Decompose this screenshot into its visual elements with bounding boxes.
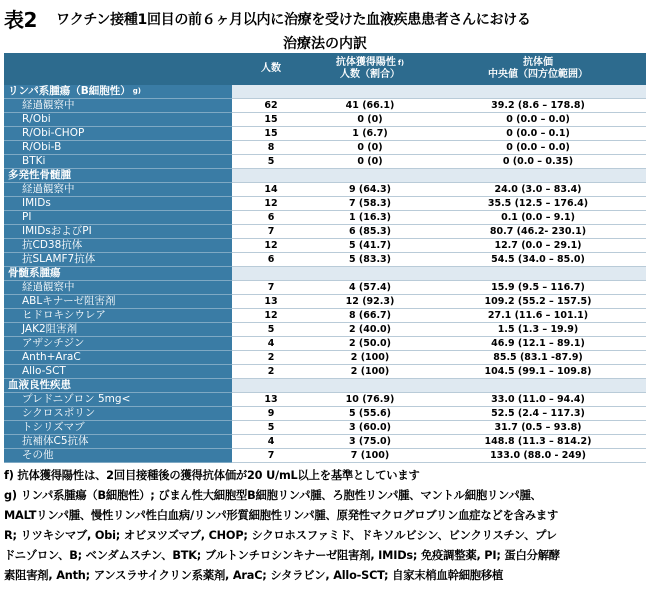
header-titer (430, 53, 646, 85)
table-row (4, 155, 646, 169)
patient-count: 12 (232, 309, 310, 323)
antibody-titer: 85.5 (83.1 -87.9) (430, 351, 646, 365)
treatment-name: 経過観察中 (4, 183, 232, 197)
patient-count: 13 (232, 393, 310, 407)
treatment-name: Anth+AraC (4, 351, 232, 365)
table-row (4, 141, 646, 155)
category-fill (430, 267, 646, 281)
table-row (4, 337, 646, 351)
antibody-titer: 80.7 (46.2- 230.1) (430, 225, 646, 239)
antibody-positive-count: 0 (0) (310, 141, 430, 155)
antibody-positive-count: 4 (57.4) (310, 281, 430, 295)
footnote-line: g) リンパ系腫瘍（B細胞性）; びまん性大細胞型B細胞リンパ腫、ろ胞性リンパ腫、マントル細胞リンパ腫、 (4, 489, 542, 502)
patient-count: 8 (232, 141, 310, 155)
table-row (4, 407, 646, 421)
antibody-titer: 0 (0.0 – 0.0) (430, 141, 646, 155)
treatment-name: JAK2阻害剤 (4, 323, 232, 337)
patient-count: 2 (232, 351, 310, 365)
antibody-titer: 0 (0.0 – 0.1) (430, 127, 646, 141)
category-fill (232, 85, 310, 99)
patient-count: 7 (232, 225, 310, 239)
patient-count: 5 (232, 323, 310, 337)
footnote-line: ドニゾロン、B; ベンダムスチン、BTK; ブルトンチロシンキナーゼ阻害剤, IMIDs; 免疫調整薬, PI; 蛋白分解酵 (4, 549, 560, 562)
table-row (4, 295, 646, 309)
treatment-name: 経過観察中 (4, 99, 232, 113)
header-blank (4, 53, 232, 85)
antibody-titer: 1.5 (1.3 – 19.9) (430, 323, 646, 337)
table-row (4, 239, 646, 253)
patient-count: 5 (232, 155, 310, 169)
category-fill (430, 169, 646, 183)
antibody-positive-count: 1 (16.3) (310, 211, 430, 225)
antibody-positive-count: 6 (85.3) (310, 225, 430, 239)
category-fill (310, 379, 430, 393)
antibody-titer: 52.5 (2.4 – 117.3) (430, 407, 646, 421)
table-row (4, 393, 646, 407)
patient-count: 13 (232, 295, 310, 309)
treatment-name: シクロスポリン (4, 407, 232, 421)
patient-count: 62 (232, 99, 310, 113)
table-body (4, 85, 646, 463)
figure-subtitle: 治療法の内訳 (283, 36, 367, 52)
patient-count: 4 (232, 435, 310, 449)
treatment-name: R/Obi-B (4, 141, 232, 155)
footnote-line: f) 抗体獲得陽性は、2回目接種後の獲得抗体価が20 U/mL以上を基準としています (4, 469, 420, 482)
footnote-line: 素阻害剤, Anth; アンスラサイクリン系薬剤, AraC; シタラビン, Allo-SCT; 自家末梢血幹細胞移植 (4, 569, 504, 582)
table-row (4, 309, 646, 323)
treatment-name: 抗CD38抗体 (4, 239, 232, 253)
antibody-titer: 39.2 (8.6 – 178.8) (430, 99, 646, 113)
category-row (4, 379, 646, 393)
table-row (4, 197, 646, 211)
antibody-titer: 0 (0.0 – 0.35) (430, 155, 646, 169)
table-row (4, 351, 646, 365)
footnotes (4, 466, 648, 586)
antibody-titer: 31.7 (0.5 – 93.8) (430, 421, 646, 435)
treatment-name: 抗補体C5抗体 (4, 435, 232, 449)
footnote-line: R; リツキシマブ, Obi; オビヌツズマブ, CHOP; シクロホスファミド、ドキソルビシン、ビンクリスチン、プレ (4, 529, 557, 542)
antibody-positive-count: 0 (0) (310, 155, 430, 169)
table-row (4, 281, 646, 295)
treatment-name: その他 (4, 449, 232, 463)
antibody-positive-count: 2 (100) (310, 351, 430, 365)
antibody-positive-count: 3 (75.0) (310, 435, 430, 449)
antibody-positive-count: 5 (83.3) (310, 253, 430, 267)
category-row (4, 85, 646, 99)
treatment-name: トシリズマブ (4, 421, 232, 435)
treatment-name: ABLキナーゼ阻害剤 (4, 295, 232, 309)
antibody-positive-count: 2 (100) (310, 365, 430, 379)
footnote-line: MALTリンパ腫、慢性リンパ性白血病/リンパ形質細胞性リンパ腫、原発性マクログロブリン血症などを含みます (4, 509, 559, 522)
patient-count: 15 (232, 127, 310, 141)
antibody-titer: 148.8 (11.3 – 814.2) (430, 435, 646, 449)
antibody-positive-count: 0 (0) (310, 113, 430, 127)
category-fill (232, 169, 310, 183)
patient-count: 2 (232, 365, 310, 379)
antibody-titer: 35.5 (12.5 – 176.4) (430, 197, 646, 211)
table-row (4, 253, 646, 267)
patient-count: 7 (232, 281, 310, 295)
figure-title-row (4, 4, 646, 32)
category-fill (310, 169, 430, 183)
antibody-positive-count: 9 (64.3) (310, 183, 430, 197)
treatment-name: プレドニゾロン 5mg< (4, 393, 232, 407)
treatment-name: アザシチジン (4, 337, 232, 351)
header-titer-line1: 抗体価 (523, 57, 553, 68)
antibody-positive-count: 41 (66.1) (310, 99, 430, 113)
antibody-positive-count: 3 (60.0) (310, 421, 430, 435)
treatment-name: BTKi (4, 155, 232, 169)
header-titer-line2: 中央値（四方位範囲） (488, 69, 588, 80)
figure-title: ワクチン接種1回目の前６ヶ月以内に治療を受けた血液疾患患者さんにおける (56, 11, 531, 28)
treatment-name: 抗SLAMF7抗体 (4, 253, 232, 267)
antibody-titer: 46.9 (12.1 – 89.1) (430, 337, 646, 351)
antibody-titer: 12.7 (0.0 – 29.1) (430, 239, 646, 253)
patient-count: 14 (232, 183, 310, 197)
patient-count: 15 (232, 113, 310, 127)
header-antibody-footnote: f) (397, 59, 405, 67)
header-antibody-line2: 人数（割合） (340, 69, 400, 80)
header-count: 人数 (232, 53, 310, 85)
category-row (4, 169, 646, 183)
antibody-titer: 54.5 (34.0 – 85.0) (430, 253, 646, 267)
treatment-name: Allo-SCT (4, 365, 232, 379)
treatment-name: PI (4, 211, 232, 225)
table-row (4, 365, 646, 379)
patient-count: 12 (232, 197, 310, 211)
table-row (4, 127, 646, 141)
patient-count: 6 (232, 253, 310, 267)
table-row (4, 211, 646, 225)
antibody-titer: 15.9 (9.5 – 116.7) (430, 281, 646, 295)
category-label (4, 169, 232, 183)
category-label (4, 379, 232, 393)
category-fill (430, 379, 646, 393)
category-name: 多発性骨髄腫 (8, 169, 71, 182)
antibody-titer: 27.1 (11.6 – 101.1) (430, 309, 646, 323)
antibody-titer: 133.0 (88.0 - 249) (430, 449, 646, 463)
antibody-positive-count: 2 (50.0) (310, 337, 430, 351)
table-row (4, 449, 646, 463)
header-antibody-positive (310, 53, 430, 85)
figure-label: 表2 (4, 8, 37, 32)
category-name: リンパ系腫瘍（B細胞性） (8, 85, 131, 98)
antibody-positive-count: 1 (6.7) (310, 127, 430, 141)
treatment-name: IMIDs (4, 197, 232, 211)
category-label (4, 267, 232, 281)
table-row (4, 183, 646, 197)
category-row (4, 267, 646, 281)
treatment-name: ヒドロキシウレア (4, 309, 232, 323)
antibody-titer: 104.5 (99.1 – 109.8) (430, 365, 646, 379)
patient-count: 4 (232, 337, 310, 351)
antibody-titer: 0 (0.0 – 0.0) (430, 113, 646, 127)
patient-count: 12 (232, 239, 310, 253)
table-row (4, 421, 646, 435)
antibody-positive-count: 5 (55.6) (310, 407, 430, 421)
header-antibody-line1: 抗体獲得陽性 (335, 57, 396, 68)
treatment-name: R/Obi-CHOP (4, 127, 232, 141)
category-name: 血液良性疾患 (8, 379, 71, 392)
treatment-name: R/Obi (4, 113, 232, 127)
patient-count: 5 (232, 421, 310, 435)
table-header-row (4, 53, 646, 85)
table-row (4, 323, 646, 337)
antibody-positive-count: 2 (40.0) (310, 323, 430, 337)
antibody-titer: 0.1 (0.0 – 9.1) (430, 211, 646, 225)
table-row (4, 225, 646, 239)
treatment-table (4, 53, 646, 463)
antibody-positive-count: 7 (58.3) (310, 197, 430, 211)
patient-count: 6 (232, 211, 310, 225)
antibody-titer: 109.2 (55.2 – 157.5) (430, 295, 646, 309)
antibody-positive-count: 12 (92.3) (310, 295, 430, 309)
category-fill (232, 267, 310, 281)
category-fill (310, 267, 430, 281)
category-name: 骨髄系腫瘍 (8, 267, 61, 280)
antibody-positive-count: 7 (100) (310, 449, 430, 463)
antibody-positive-count: 5 (41.7) (310, 239, 430, 253)
table-row (4, 435, 646, 449)
antibody-titer: 33.0 (11.0 – 94.4) (430, 393, 646, 407)
category-footnote: g) (132, 87, 141, 96)
patient-count: 7 (232, 449, 310, 463)
category-fill (310, 85, 430, 99)
table-row (4, 99, 646, 113)
antibody-positive-count: 10 (76.9) (310, 393, 430, 407)
patient-count: 9 (232, 407, 310, 421)
treatment-name: IMIDsおよびPI (4, 225, 232, 239)
category-label (4, 85, 232, 99)
antibody-titer: 24.0 (3.0 – 83.4) (430, 183, 646, 197)
treatment-name: 経過観察中 (4, 281, 232, 295)
table-row (4, 113, 646, 127)
antibody-positive-count: 8 (66.7) (310, 309, 430, 323)
category-fill (430, 85, 646, 99)
category-fill (232, 379, 310, 393)
